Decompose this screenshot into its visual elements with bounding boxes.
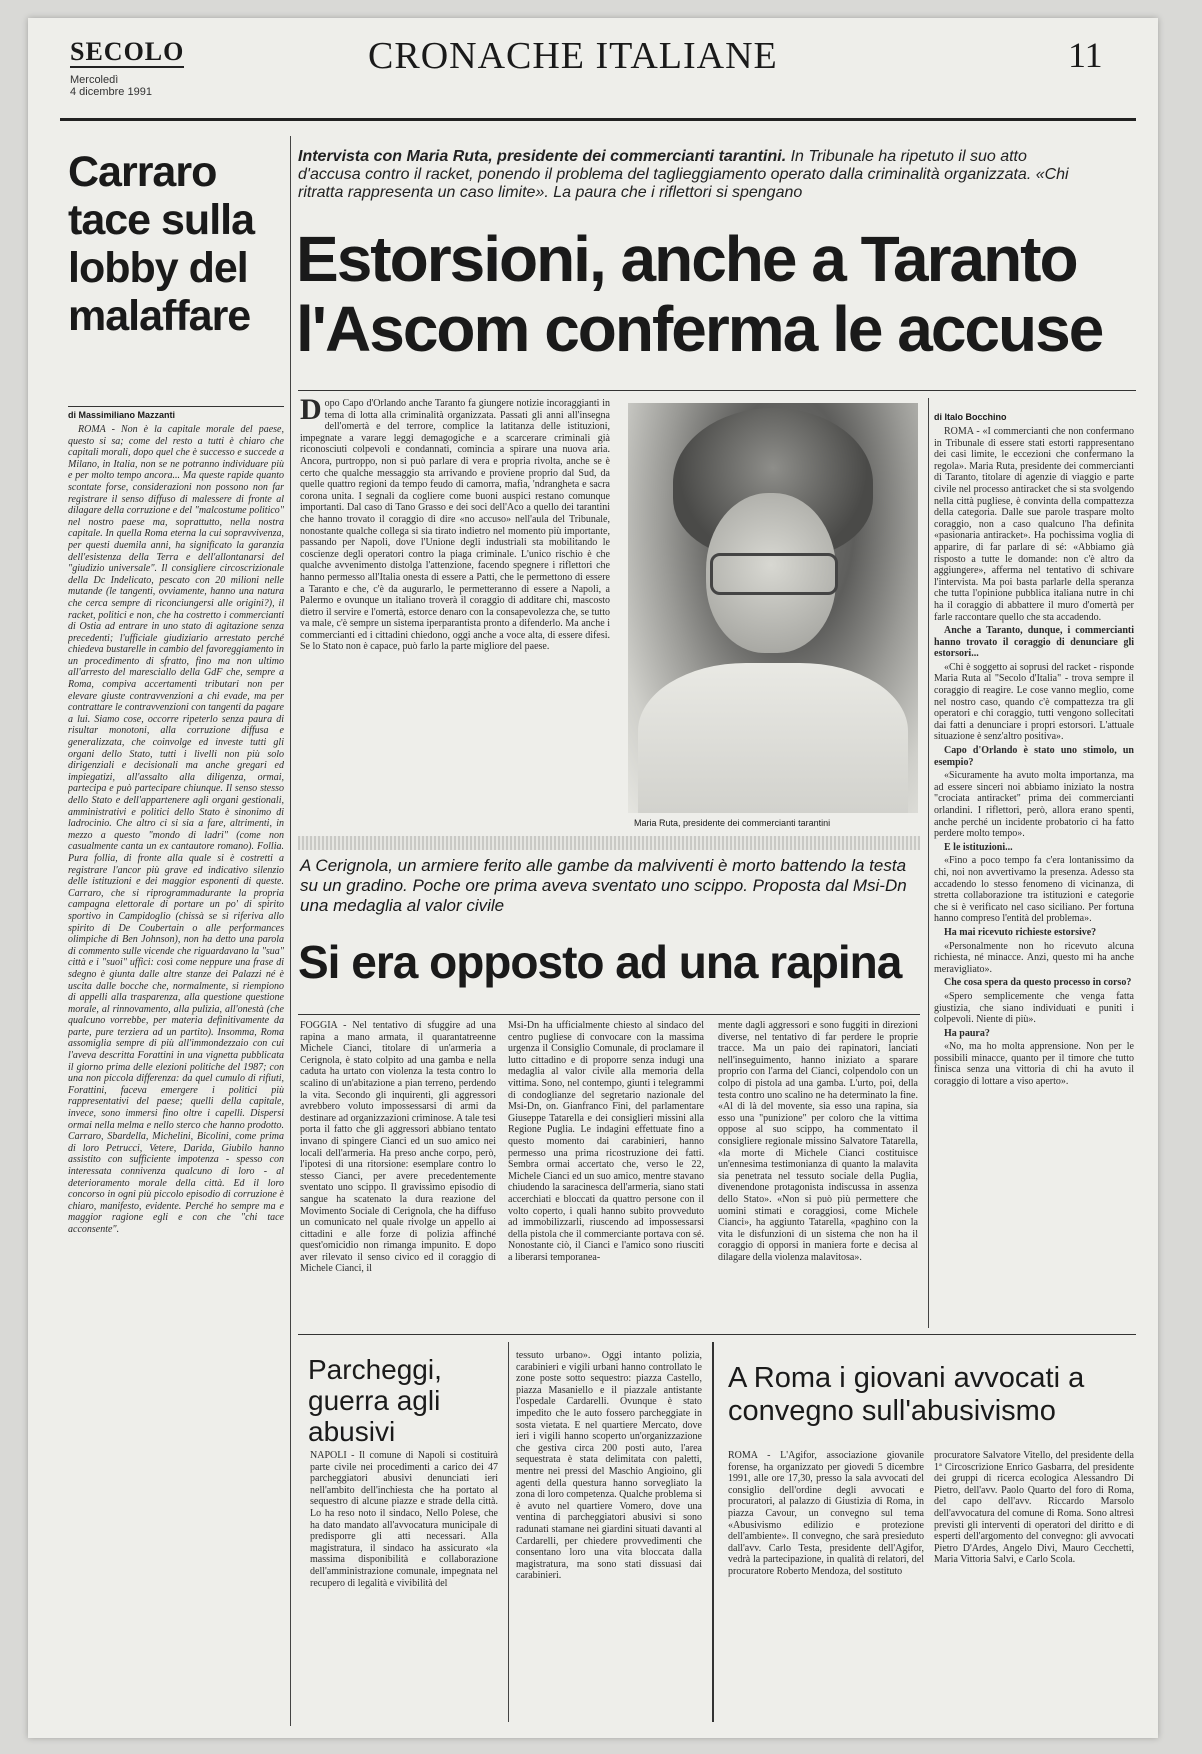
bottom-rule [298, 1334, 1136, 1335]
masthead-rule [60, 118, 1136, 121]
interview-answer: «No, ma ho molta apprensione. Non per le possibili minacce, quanto per il timore che tutto finisca senza una vittoria di chi ha avuto il coraggio di lottare a viso aperto». [934, 1041, 1134, 1088]
date-weekday: Mercoledì [70, 74, 119, 86]
interview-byline: di Italo Bocchino [934, 412, 1007, 422]
main-rule [298, 390, 1136, 391]
interview-column [934, 426, 1134, 1326]
second-headline: Si era opposto ad una rapina [298, 936, 902, 988]
photo-body [638, 663, 908, 813]
main-article-col1-text: opo Capo d'Orlando anche Taranto fa giungere notizie incoraggianti in tema di lotta alla criminalità organizzata. Passati gli anni all'insegna dell'omertà e del terrore, complice la latitanza delle istituzioni, impegnate a varare leggi demagogiche e a scarcerare criminali già riconosciuti colpevoli e condannati, comincia a spirare una nuova aria. Ancora, purtroppo, non si può parlare di vera e propria rivolta, anche se è certo che qualche messaggio sta arrivando e proviene proprio dal Sud, da quelle quattro regioni da tempo feudo di camorra, mafia, 'ndrangheta e sacra corona unita. I segnali da cogliere come buoni auspici restano comunque importanti. Dal caso di Tano Grasso e dei soci dell'Aco a quello dei tarantini che hanno trovato il coraggio di dire «no accuso» nell'aula del Tribunale, nonostante qualche collega si sia tirato indietro nel momento più importante, passando per Napoli, dove l'Unione degli industriali sta mobilitando le coscienze degli operatori contro la piaga criminale. L'unico rischio è che qualche avvenimento distolga l'attenzione, facendo spegnere i riflettori che hanno permesso all'Italia onesta di essere a Patti, che le permettono di essere a Taranto e che, c'è da augurarlo, le permetteranno di essere a Napoli, a Palermo e ovunque un italiano troverà il coraggio di additare chi, mascosto dietro il servire e l'omertà, estorce denaro con la consapevolezza che, se tutto va male, c'è sempre un sistema iperparantista pronto a difenderlo. Ma anche i commercianti ed i cittadini chiedono, oggi anche a voce alta, di essere difesi. Se lo Stato non è capace, può farlo la parte migliore del paese. [300, 398, 610, 653]
main-kicker [298, 148, 1088, 202]
section-separator [298, 836, 920, 850]
interview-question: Capo d'Orlando è stato uno stimolo, un esempio? [934, 745, 1134, 768]
newspaper-page [28, 18, 1158, 1738]
side-byline: di Massimiliano Mazzanti [68, 410, 176, 420]
side-headline: Carraro tace sulla lobby del malaffare [68, 148, 254, 340]
interview-question: Ha paura? [944, 1027, 990, 1039]
dropcap: D [300, 398, 322, 426]
interview-question: Anche a Taranto, dunque, i commercianti hanno trovato il coraggio di denunciare gli estorsori... [934, 625, 1134, 660]
parking-headline: Parcheggi, guerra agli abusivi [308, 1354, 442, 1447]
side-rule [68, 406, 284, 407]
second-article-col1: FOGGIA - Nel tentativo di sfuggire ad una rapina a mano armata, il quarantatreenne Michele Cianci, titolare di un'armeria a Cerignola, è stato colpito ad una gamba e nella caduta ha urtato con violenza la testa contro lo scalino di un'abitazione a pian terreno, perdendo la vita. Secondo gli inquirenti, gli aggressori avrebbero voluto impossessarsi di armi da destinare ad organizzazioni criminose. A tale tesi porta il fatto che gli aggressori abbiano tentato invano di spingere Cianci ed un suo amico nei locali dell'armeria. Ha preso anche corpo, però, l'ipotesi di una ritorsione: esemplare contro lo stesso Cianci, per avere precedentemente sventato uno scippo. Il gravissimo episodio di sangue ha scatenato la dura reazione del Movimento Sociale di Cerignola, che ha diffuso un comunicato nel quale rivolge un appello ai cittadini e alle forze di polizia affinché quest'omicidio non rimanga impunito. E dopo aver rilevato il senso civico ed il coraggio di Michele Cianci, il [300, 1020, 496, 1275]
interview-answer: «Spero semplicemente che venga fatta giustizia, che siano individuati e puniti i colpevoli. Niente di più». [934, 990, 1134, 1026]
parking-article-col2: tessuto urbano». Oggi intanto polizia, carabinieri e vigili urbani hanno controllato le zone poste sotto sequestro: piazza Castello, piazza Masaniello e il piazzale antistante l'ospedale Cardarelli. Ovunque è stato impedito che le auto fossero parcheggiate in sosta vietata. E nel quartiere Mercato, dove ieri i vigili hanno scoperto un'organizzazione che gestiva circa 200 posti auto, l'area sequestrata è stata delimitata con paletti, mentre nei pressi del Maschio Angioino, gli agenti della questura hanno sorvegliato la zona di loro competenza. Qualche problema si è avuto nel quartiere Vomero, dove una ventina di parcheggiatori abusivi si sono radunati stamane nei giardini situati davanti al Cardarelli, per chiedere provvedimenti che consentano loro una vita bloccata dalla magistratura, ma sono stati dissuasi dai carabinieri. [516, 1350, 702, 1582]
photo-glasses [710, 553, 838, 595]
interview-question: Che cosa spera da questo processo in corso? [944, 977, 1132, 989]
second-article-col3: mente dagli aggressori e sono fuggiti in direzioni diverse, nel tentativo di far perdere le proprie tracce. Ma un paio dei rapinatori, lanciati nell'inseguimento, hanno iniziato a sparare proprio con l'arma del Cianci, colpendolo con un colpo di pistola ad una gamba. L'urto, poi, della testa contro uno scalino ne ha determinato la fine. «Al di là del movente, sia esso una rapina, sia esso una "punizione" per coloro che la vittima oppose al suo scippo, ha commentato il consigliere regionale missino Salvatore Tatarella, «la morte di Michele Cianci costituisce un'ennesima testimonianza di quanto la malavita sia penetrata nel tessuto sociale della Puglia, divenendone protagonista indiscussa in assenza dello Stato». «Non si può più permettere che uomini stimati e coraggiosi, come Michele Cianci», ha aggiunto Tatarella, «paghino con la vita le disfunzioni di un sistema che non ha il coraggio di opporsi in maniera forte e decisa al dilagare della violenza malavitosa». [718, 1020, 918, 1263]
page-number: 11 [1068, 35, 1103, 75]
interview-intro: ROMA - «I commercianti che non confermano in Tribunale di essere stati estorti rappresentano dei casi limite, le eccezioni che confermano la regola». Maria Ruta, presidente dei commercianti di Taranto, titolare di agenzie di viaggio e parte civile nel processo antiracket che si sta svolgendo nella città pugliese, è convinta della compattezza della categoria. Dalle sue parole traspare molto coraggio, non a caso qualcuno l'ha definita «pasionaria antiracket». Ha pochissima voglia di apparire, di far parlare di sé: «Abbiamo già risposto a tutte le domande: non c'è altro da aggiungere», afferma nel tentativo di schivare l'intervista. Ma poi basta parlarle della speranza che tutta l'opinione pubblica italiana nutre in chi ha il coraggio di abbattere il muro d'omertà per farle raccontare quello che sta accadendo. [934, 426, 1134, 623]
portrait-photo [628, 403, 918, 813]
interview-answer: «Personalmente non ho ricevuto alcuna richiesta, né minacce. Anzi, questo mi ha anche meravigliato». [934, 940, 1134, 975]
date-full: 4 dicembre 1991 [70, 86, 152, 98]
second-article-col2: Msi-Dn ha ufficialmente chiesto al sindaco del centro pugliese di convocare con la massima urgenza il Consiglio Comunale, di proclamare il lutto cittadino e di proporre senza indugi una medaglia al valor civile alla memoria della vittima. Sono, nel contempo, giunti i telegrammi di condoglianze del segretario nazionale del Msi-Dn, on. Gianfranco Fini, del parlamentare Giuseppe Tatarella e dei consiglieri missini alla Regione Puglia. Le indagini effettuate fino a questo momento dai carabinieri, hanno permesso una prima ricostruzione dei fatti. Sembra ormai accertato che, verso le 22, Michele Cianci ed un suo amico, mentre stavano chiudendo la saracinesca dell'armeria, siano stati accerchiati e bloccati da quattro persone con il volto coperto, i quali hanno subito provveduto ad immobilizzarli, riuscendo ad impossessarsi della pistola che il commerciante portava con sé. Nonostante ciò, il Cianci e l'amico sono riusciti a liberarsi temporanea- [508, 1020, 704, 1263]
column-divider [508, 1342, 509, 1722]
roma-article-col2: procuratore Salvatore Vitello, del presidente della 1ª Circoscrizione Enrico Gasbarra, del presidente dei gruppi di ricerca ecologica Alessandro Di Pietro, dell'avv. Paolo Quarto del foro di Roma, del capo dell'avv. Riccardo Marsolo dell'avvocatura del comune di Roma. Sono altresì previsti gli interventi di operatori del diritto e di esperti dell'argomento del convegno: gli avvocati Pietro D'Ardes, Angelo Divi, Mauro Cecchetti, Maria Vittoria Salvi, e Carlo Scola. [934, 1450, 1134, 1566]
main-headline-line1: Estorsioni, anche a Taranto [296, 223, 1077, 295]
interview-question: E le istituzioni... [944, 841, 1013, 853]
interview-answer: «Fino a poco tempo fa c'era lontanissimo da chi, noi non avvertivamo la presenza. Adesso sta accadendo lo stesso fenomeno di vicinanza, di stretta collaborazione tra istituzioni e categorie che si è verificato nel caso siciliano. Per fortuna hanno compreso l'entità del problema». [934, 855, 1134, 925]
main-kicker-bold: Intervista con Maria Ruta, presidente dei commercianti tarantini. [298, 148, 787, 165]
column-divider [290, 136, 291, 1726]
masthead-logo: SECOLO [70, 37, 185, 66]
side-article-text: ROMA - Non è la capitale morale del paese, questo si sa; come del resto a tutti è chiaro che capitali morali, dopo quel che è successo e succede a Milano, in Italia, non se ne potranno individuare più e per molto tempo ancora... Ma queste rapide quanto scontate forse, considerazioni non possono non far registrare il senso diffuso di malessere di fronte al dilagare della corruzione e del "malcostume politico" nel nostro paese ma, soprattutto, nella nostra capitale. In quella Roma eterna la cui sopravvivenza, per questi duemila anni, ha significato la garanzia dell'esistenza della Terra e dell'allontanarsi del "giudizio universale". Il consigliere circoscrizionale della Dc Indelicato, pescato con 20 milioni nelle mutande (le tangenti, ovviamente, hanno una natura che cerca sempre di riconciungersi alle origini?), il racket, politici e non, che ha costretto i commercianti di Ostia ad entrare in uno stato di agitazione senza precedenti; l'ufficiale giudiziario arrestato perché chiedeva bustarelle in cambio del favoreggiamento in un procedimento di sfratto, fino ma non ultimo all'arresto del maresciallo della GdF che, sempre a Roma, compiva accertamenti tributari non per elevare giuste contravvenzioni a chi evade, ma per contrattare le contravvenzioni con tangenti da pagare a lui. Siamo cose, occorre ripeterlo senza paura di risultar monotoni, alla corruzione diffusa e generalizzata, che coinvolge ed investe tutti gli organi dello Stato, tutti i livelli non più solo dirigenziali e decisionali ma anche gregari ed impiegatizi, all'assalto alla diligenza, ormai, partecipa e può partecipare chiunque. Il senso stesso dello Stato e dell'appartenere agli organi gestionali, amministrativi e politici dello Stato è sinonimo di ladrocinio. Che altro ci si sia a fare, altrimenti, in mezzo a questo "mondo di ladri" (come non casualmente canta un ex cantautore romano). Follia. Pura follia, di fronte alla quale si è costretti a registrare l'ancor più grave ed indicativo silenzio delle istituzioni e dei maggior esponenti di queste. Carraro, che si riprogrammadurante la propria campagna elettorale di portare un po' di spirito sportivo in Campidoglio (chissà se si riferiva allo spirito di De Coubertain o alle performances olimpiche di Ben Johnson), non ha detto una parola di commento sulle vicende che riguardavano la "sua" città e i "suoi" uffici: così come neppure una frase di sdegno è giunta dalle altre stanze dei Palazzi né è uscita dalle bocche che, normalmente, si riempiono di appelli alla trasparenza, alla questione questione morale, al rinnovamento, alla pulizia, all'onestà (che qualcuno vorrebbe, per materia definitivamente da parte, pure terziera ad un partito). Insomma, Roma assomiglia sempre di più all'immondezzaio con cui l'aveva descritta Forattini in una vignetta pubblicata il giorno prima delle elezioni politiche del 1987; con una non piccola differenza: da quel cumulo di rifiuti, Forattini, faceva emergere i politici più rappresentativi del paese; quelli della capitale, invece, sono immersi fino oltre i capelli. Dispersi ormai nella melma e nello sterco che hanno prodotto. Carraro, Sbardella, Michelini, Bicolini, come prima di loro Petrucci, Vetere, Darida, Giubilo hanno assistito con sufficiente impotenza - spesso con interessata connivenza qualcuno di loro - al deterioramento morale della città. Ed il loro concorso in ogni più piccolo episodio di corruzione è chiaro, manifesto, evidente. Perché ho sempre ma e maggior ragione egli e con che "chi tace acconsente". [68, 424, 284, 1235]
interview-answer: «Chi è soggetto ai soprusi del racket - risponde Maria Ruta al "Secolo d'Italia" - trova sempre il coraggio di reagire. Le cose vanno meglio, come nel nostro caso, quando c'è compattezza tra gli operatori e chi coraggio, tutti vengono sollecitati dai fatti a denunciare i propri estorsori. L'attuale situazione è senz'altro positiva». [934, 661, 1134, 743]
side-article-body [68, 424, 284, 1720]
parking-article-col1: NAPOLI - Il comune di Napoli si costituirà parte civile nei procedimenti a carico dei 47 parcheggiatori abusivi denunciati ieri nell'ambito dell'inchiesta che ha portato al sequestro di alcune piazze e strade della città. Lo ha reso noto il sindaco, Nello Polese, che ha dato mandato all'avvocatura municipale di predisporre gli atti necessari. Alla magistratura, il sindaco ha assicurato «la massima disponibilità e collaborazione dell'amministrazione comunale, impegnata nel recupero di legalità e vivibilità del [310, 1450, 498, 1589]
interview-answer: «Sicuramente ha avuto molta importanza, ma ad essere sinceri noi abbiamo iniziato la nostra "crociata antiracket" prima dei commercianti orlandini. I riflettori, però, allora erano spenti, anche perché un incidente probatorio ci ha fatto perdere molto tempo». [934, 770, 1134, 840]
photo-caption: Maria Ruta, presidente dei commercianti tarantini [634, 818, 831, 828]
main-headline [296, 224, 1136, 364]
interview-question: Ha mai ricevuto richieste estorsive? [944, 926, 1097, 938]
column-divider [928, 398, 929, 1328]
main-article-col1 [300, 398, 610, 770]
main-kicker-rest: In Tribunale ha ripetuto il suo atto d'accusa contro il racket, ponendo il problema del taglieggiamento operato dalla criminalità organizzata. «Chi ritratta rappresenta un caso limite». La paura che i riflettori si spengano [298, 148, 1069, 201]
section-title: CRONACHE ITALIANE [368, 35, 778, 77]
second-kicker: A Cerignola, un armiere ferito alle gambe da malviventi è morto battendo la testa su un gradino. Poche ore prima aveva sventato uno scippo. Proposta dal Msi-Dn una medaglia al valor civile [300, 856, 907, 915]
masthead-date [70, 74, 152, 98]
main-headline-line2: l'Ascom conferma le accuse [296, 293, 1103, 365]
roma-headline: A Roma i giovani avvocati a convegno sull'abusivismo [728, 1362, 1085, 1427]
roma-article-col1: ROMA - L'Agifor, associazione giovanile forense, ha organizzato per giovedì 5 dicembre 1991, alle ore 17,30, presso la sala avvocati del consiglio dell'ordine degli avvocati e procuratori, al palazzo di Giustizia di Roma, in piazza Cavour, un convegno sul tema «Abusivismo edilizio e protezione dell'ambiente». Il convegno, che sarà presieduto dall'avv. Carlo Testa, presidente dell'Agifor, vedrà la partecipazione, in qualità di relatori, del procuratore Roberto Mendoza, del sostituto [728, 1450, 924, 1577]
second-rule [298, 1014, 920, 1015]
